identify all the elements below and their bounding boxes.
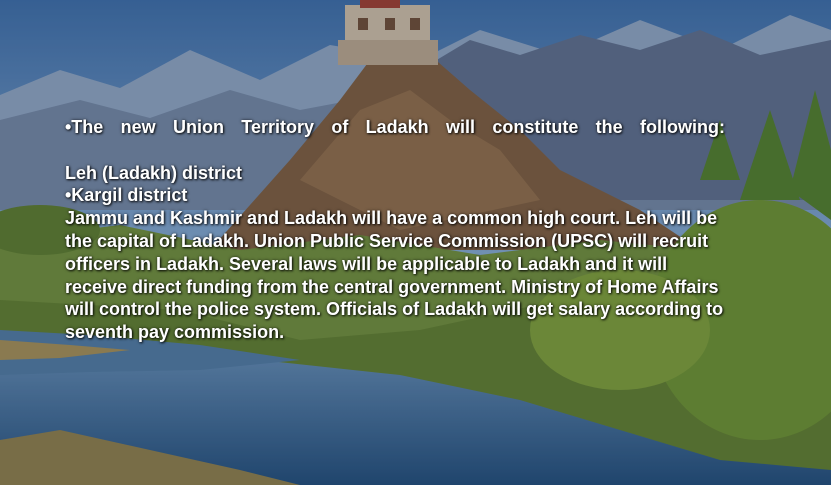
spacer xyxy=(65,139,725,162)
description-paragraph: Jammu and Kashmir and Ladakh will have a common high court. Leh will be the capital of Ladakh. Union Public Service Commission (UPSC) will recruit officers in Ladakh. Several laws will be applicable to Ladakh and it will receive direct funding from the central government. Ministry of Home Affairs will control the police system. Officials of Ladakh will get salary according to seventh pay commission. xyxy=(65,208,724,343)
slide-text xyxy=(65,116,725,344)
list-item-kargil: •Kargil district xyxy=(65,185,188,206)
heading-bullet: •The new Union Territory of Ladakh will constitute the following: xyxy=(65,117,725,137)
list-item-leh: Leh (Ladakh) district xyxy=(65,162,243,183)
